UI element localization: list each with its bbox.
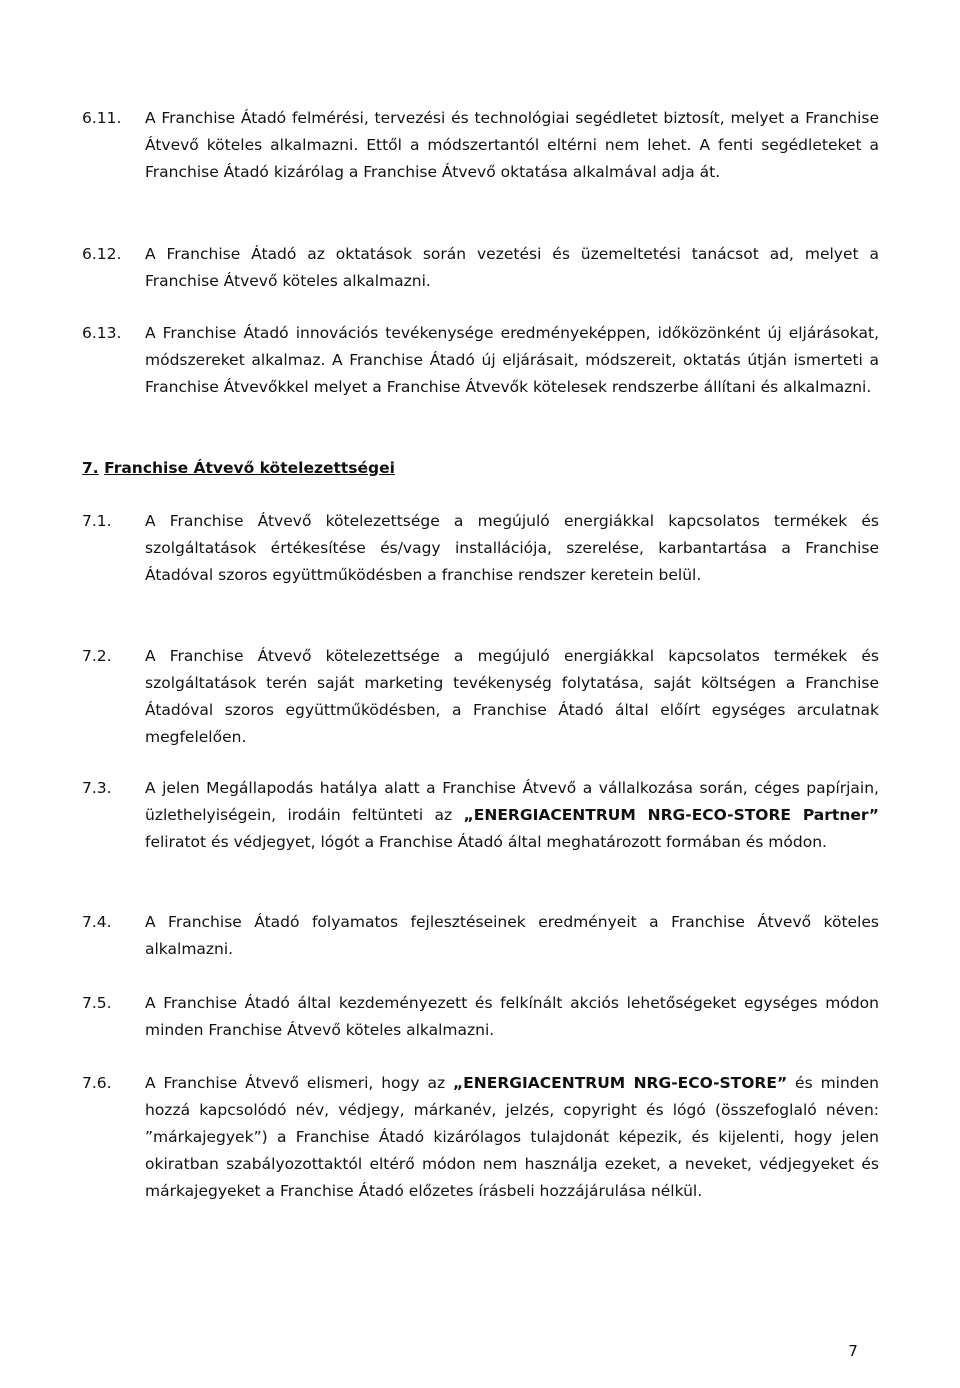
- clause-text-part: és minden hozzá kapcsolódó név, védjegy, márkanév, jelzés, copyright és lógó (összefoglaló néven: ”márkajegyek”) a Franchise Átadó kizárólagos tulajdonát képezik, és kijelenti, hogy jelen okiratban szabályozottaktól eltérő módon nem használja ezeket, a neveket, védjegyeket és márkajegyeket a Franchise Átadó előzetes írásbeli hozzájárulása nélkül.: [145, 1074, 879, 1200]
- clause-text: A Franchise Átadó az oktatások során vezetési és üzemeltetési tanácsot ad, melyet a Franchise Átvevő köteles alkalmazni.: [145, 245, 879, 290]
- clause-text: [145, 775, 879, 856]
- clause-number: 6.13.: [82, 324, 122, 342]
- clause-7-5: [82, 990, 879, 1044]
- brand-name: „ENERGIACENTRUM NRG-ECO-STORE”: [453, 1074, 788, 1092]
- clause-text-part: A Franchise Átvevő elismeri, hogy az: [145, 1074, 453, 1092]
- clause-7-3: [82, 775, 879, 856]
- brand-name: „ENERGIACENTRUM NRG-ECO-STORE Partner”: [463, 806, 879, 824]
- section-number: 7.: [82, 459, 99, 477]
- page-number: 7: [848, 1342, 858, 1360]
- clause-text: A Franchise Átadó folyamatos fejlesztéseinek eredményeit a Franchise Átvevő köteles alkalmazni.: [145, 913, 879, 958]
- clause-text: A Franchise Átvevő kötelezettsége a megújuló energiákkal kapcsolatos termékek és szolgáltatások értékesítése és/vagy installációja, szerelése, karbantartása a Franchise Átadóval szoros együttműködésben a franchise rendszer keretein belül.: [145, 512, 879, 584]
- clause-6-12: [82, 241, 879, 295]
- clause-6-11: [82, 105, 879, 186]
- clause-7-2: [82, 643, 879, 751]
- clause-text-part: feliratot és védjegyet, lógót a Franchise Átadó által meghatározott formában és módon.: [145, 833, 827, 851]
- clause-text: A Franchise Átadó által kezdeményezett és felkínált akciós lehetőségeket egységes módon minden Franchise Átvevő köteles alkalmazni.: [145, 994, 879, 1039]
- clause-text: A Franchise Átadó innovációs tevékenysége eredményeképpen, időközönként új eljárásokat, módszereket alkalmaz. A Franchise Átadó új eljárásait, módszereit, oktatás útján ismerteti a Franchise Átvevőkkel melyet a Franchise Átvevők kötelesek rendszerbe állítani és alkalmazni.: [145, 324, 879, 396]
- clause-number: 7.5.: [82, 994, 112, 1012]
- clause-7-6: [82, 1070, 879, 1205]
- section-heading: [82, 455, 395, 482]
- clause-number: 7.1.: [82, 512, 112, 530]
- clause-number: 6.12.: [82, 245, 122, 263]
- clause-7-4: [82, 909, 879, 963]
- clause-text: A Franchise Átvevő kötelezettsége a megújuló energiákkal kapcsolatos termékek és szolgáltatások terén saját marketing tevékenység folytatása, saját költségen a Franchise Átadóval szoros együttműködésben, a Franchise Átadó által előírt egységes arculatnak megfelelően.: [145, 647, 879, 746]
- clause-6-13: [82, 320, 879, 401]
- clause-number: 7.6.: [82, 1074, 112, 1092]
- clause-text: [145, 1070, 879, 1205]
- clause-number: 7.2.: [82, 647, 112, 665]
- clause-number: 7.3.: [82, 779, 112, 797]
- clause-text: A Franchise Átadó felmérési, tervezési és technológiai segédletet biztosít, melyet a Franchise Átvevő köteles alkalmazni. Ettől a módszertantól eltérni nem lehet. A fenti segédleteket a Franchise Átadó kizárólag a Franchise Átvevő oktatása alkalmával adja át.: [145, 109, 879, 181]
- clause-number: 6.11.: [82, 109, 122, 127]
- clause-number: 7.4.: [82, 913, 112, 931]
- clause-text-part: A jelen Megállapodás hatálya alatt a Franchise Átvevő a vállalkozása során, céges papírjain, üzlethelyiségein, irodáin feltünteti az: [145, 779, 879, 824]
- section-title: Franchise Átvevő kötelezettségei: [104, 459, 395, 477]
- clause-7-1: [82, 508, 879, 589]
